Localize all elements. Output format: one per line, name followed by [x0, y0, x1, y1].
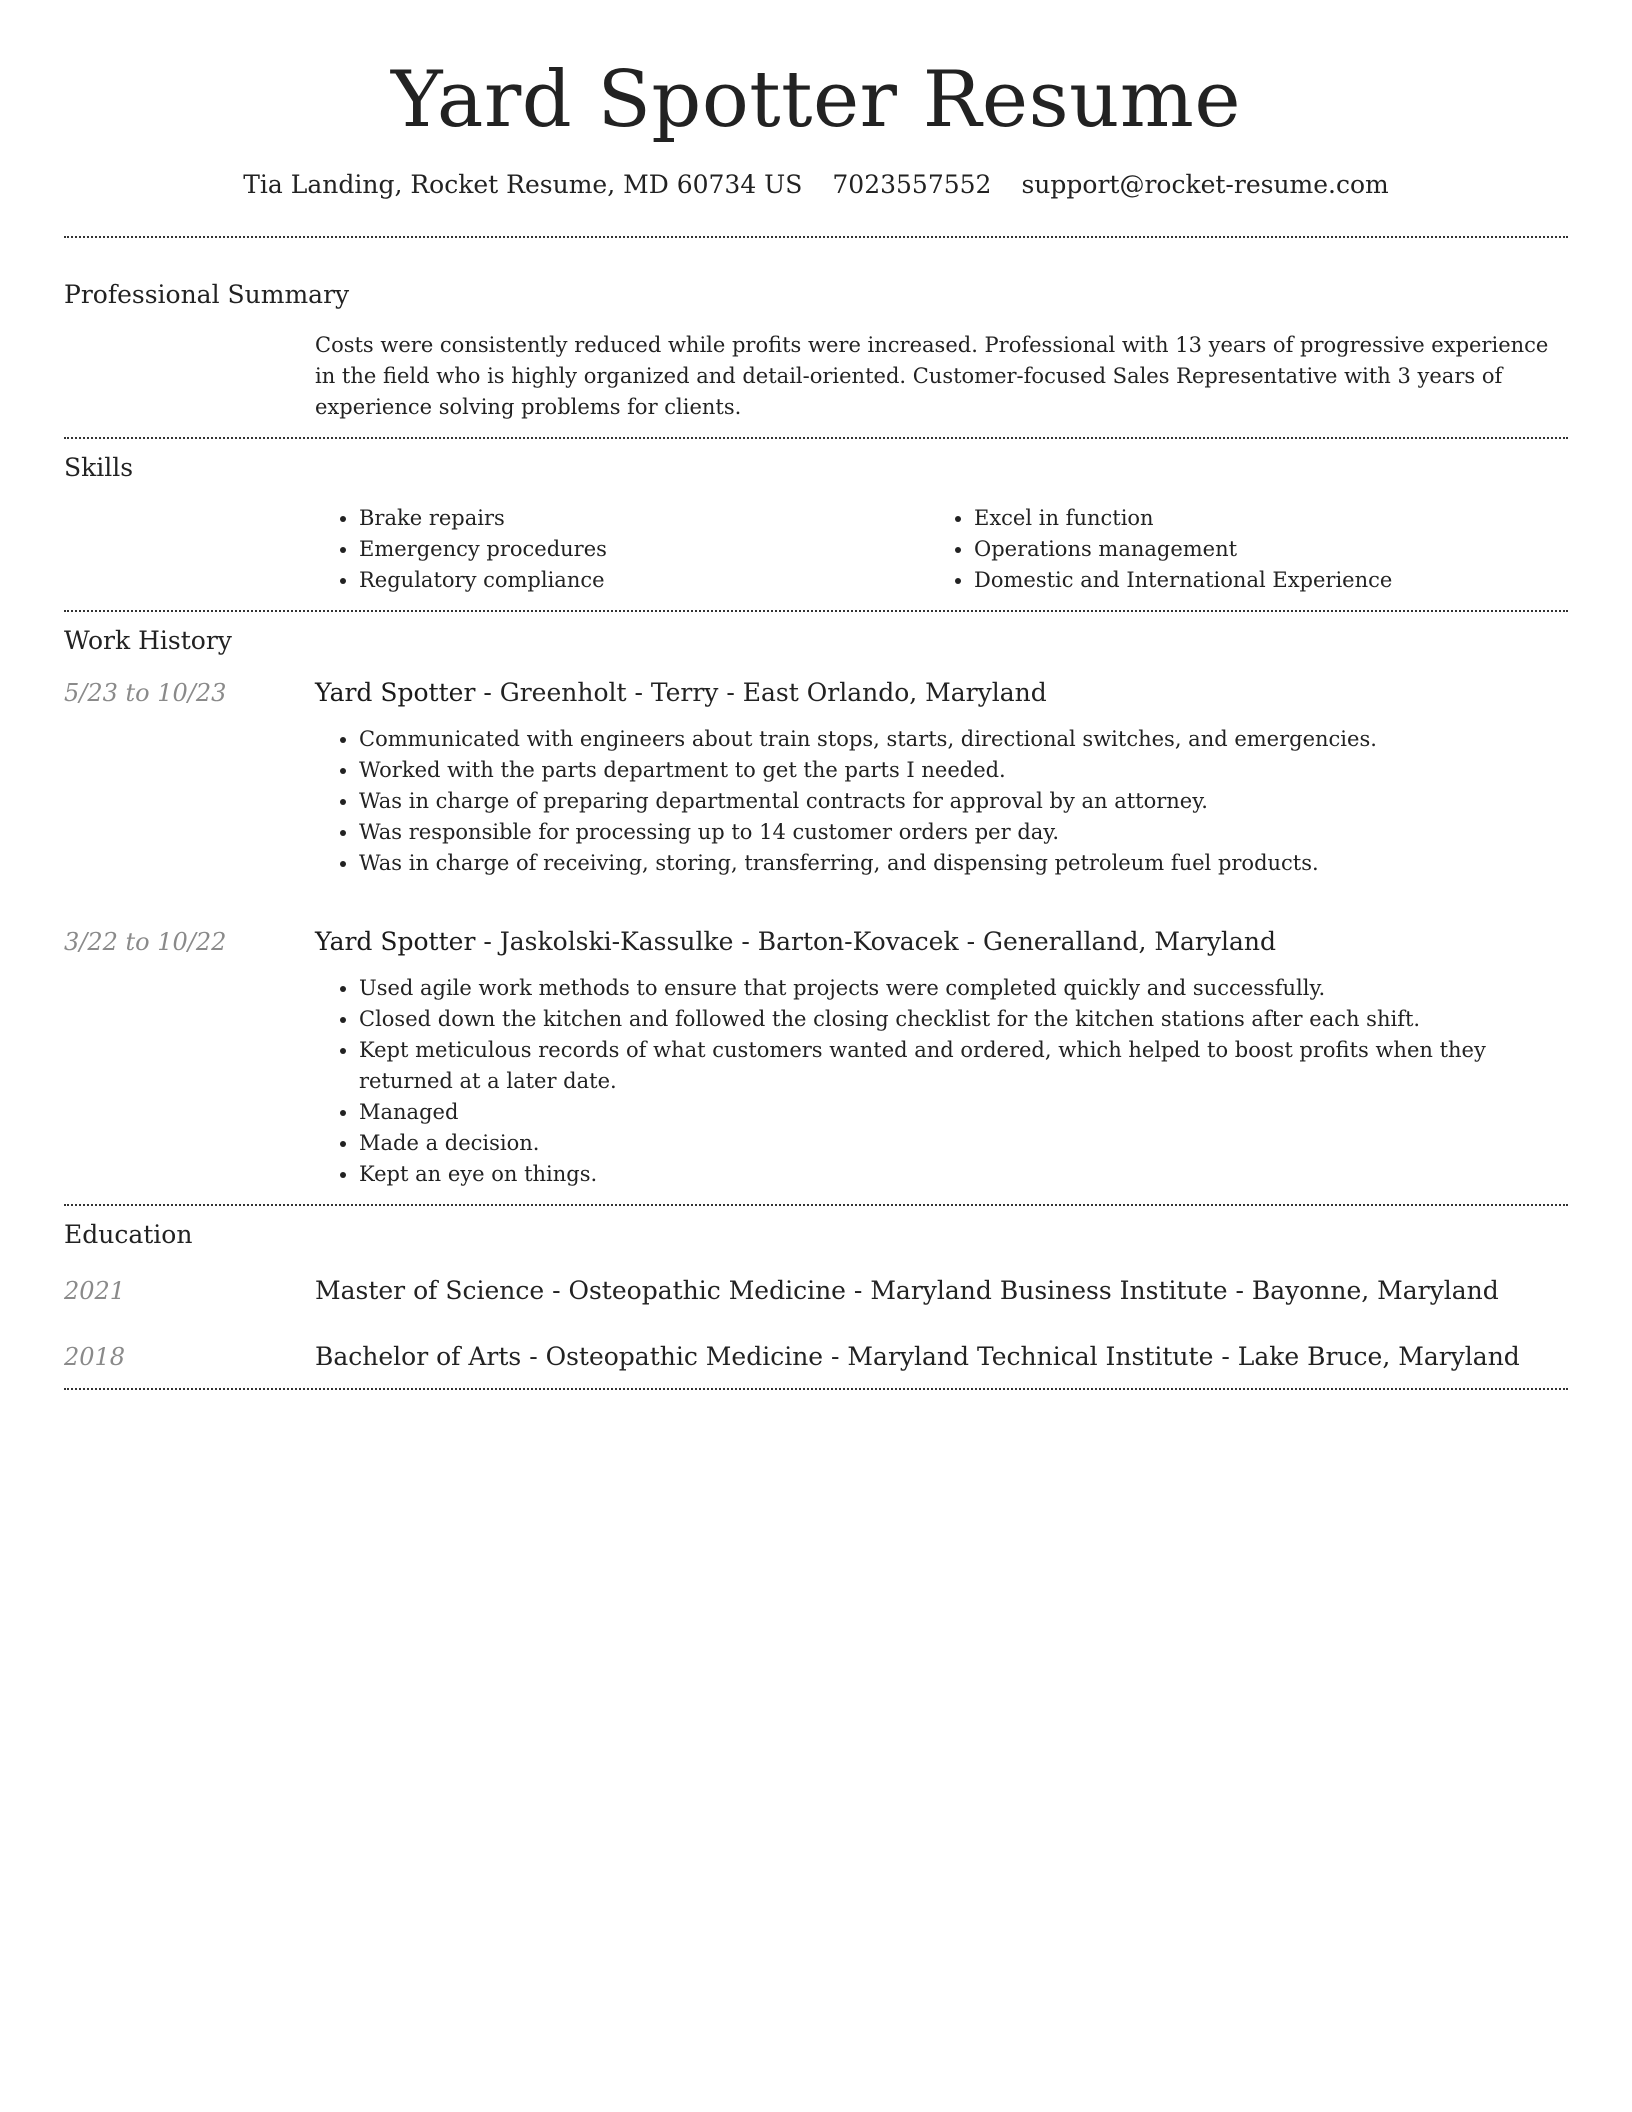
- job-entry: [64, 893, 1568, 1204]
- education-degree: Bachelor of Arts - Osteopathic Medicine: [315, 1342, 824, 1371]
- skills-column-left: [315, 503, 930, 596]
- job-bullets: [315, 959, 1568, 1190]
- job-bullet: • Made a decision.: [359, 1128, 1568, 1159]
- education-school: - Maryland Business Institute - Bayonne, Maryland: [845, 1276, 1499, 1305]
- summary-text: Costs were consistently reduced while profits were increased. Professional with 13 years of progressive experience in the field who is highly organized and detail-oriented. Customer-focused Sales Representative with 3 years of experience solving problems for clients.: [315, 333, 1549, 419]
- skills-section: [64, 439, 1568, 610]
- skills-column-right: [930, 503, 1545, 596]
- work-history-heading: Work History: [64, 626, 232, 655]
- job-dates: 5/23 to 10/23: [64, 679, 227, 707]
- job-bullet: • Kept meticulous records of what customers wanted and ordered, which helped to boost profits when they returned at a later date.: [359, 1035, 1568, 1097]
- job-bullet: • Kept an eye on things.: [359, 1159, 1568, 1190]
- job-employer: - Greenholt - Terry - East Orlando, Maryland: [475, 678, 1047, 707]
- education-heading-line: [315, 1274, 1499, 1308]
- resume-title: Yard Spotter Resume: [391, 55, 1241, 145]
- education-heading-line: [315, 1340, 1520, 1374]
- contact-line: [64, 168, 1568, 202]
- job-heading: [315, 925, 1276, 959]
- education-year: 2021: [64, 1277, 126, 1305]
- job-bullet: • Was responsible for processing up to 14 customer orders per day.: [359, 817, 1568, 848]
- job-bullets: [315, 710, 1568, 879]
- skill-item: • Emergency procedures: [359, 534, 930, 565]
- education-school: - Maryland Technical Institute - Lake Bruce, Maryland: [823, 1342, 1520, 1371]
- skill-item: • Operations management: [974, 534, 1545, 565]
- job-employer: - Jaskolski-Kassulke - Barton-Kovacek - Generalland, Maryland: [475, 927, 1276, 956]
- contact-phone: 7023557552: [832, 170, 992, 199]
- job-heading: [315, 676, 1047, 710]
- contact-email: support@rocket-resume.com: [1021, 170, 1389, 199]
- job-dates: 3/22 to 10/22: [64, 928, 227, 956]
- education-degree: Master of Science - Osteopathic Medicine: [315, 1276, 846, 1305]
- skill-item: • Regulatory compliance: [359, 565, 930, 596]
- job-title: Yard Spotter: [315, 678, 476, 707]
- education-heading: Education: [64, 1220, 193, 1249]
- job-bullet: • Was in charge of preparing departmental contracts for approval by an attorney.: [359, 786, 1568, 817]
- divider: [64, 1388, 1568, 1390]
- education-year: 2018: [64, 1343, 126, 1371]
- job-bullet: • Closed down the kitchen and followed the closing checklist for the kitchen stations after each shift.: [359, 1004, 1568, 1035]
- job-entry: [64, 658, 1568, 893]
- skills-list: [315, 485, 1568, 610]
- summary-heading: Professional Summary: [64, 280, 350, 309]
- job-bullet: • Worked with the parts department to get the parts I needed.: [359, 755, 1568, 786]
- education-section: [64, 1206, 1568, 1388]
- skills-heading: Skills: [64, 453, 134, 482]
- work-history-section: [64, 612, 1568, 1204]
- education-entry: [64, 1308, 1568, 1374]
- job-bullet: • Was in charge of receiving, storing, transferring, and dispensing petroleum fuel products.: [359, 848, 1568, 879]
- job-bullet: • Used agile work methods to ensure that projects were completed quickly and successfully.: [359, 973, 1568, 1004]
- skill-item: • Brake repairs: [359, 503, 930, 534]
- job-bullet: • Communicated with engineers about train stops, starts, directional switches, and emergencies.: [359, 724, 1568, 755]
- job-bullet: • Managed: [359, 1097, 1568, 1128]
- skill-item: • Excel in function: [974, 503, 1545, 534]
- education-entry: [64, 1252, 1568, 1308]
- summary-section: [64, 238, 1568, 437]
- job-title: Yard Spotter: [315, 927, 476, 956]
- skill-item: • Domestic and International Experience: [974, 565, 1545, 596]
- contact-address: Tia Landing, Rocket Resume, MD 60734 US: [243, 170, 803, 199]
